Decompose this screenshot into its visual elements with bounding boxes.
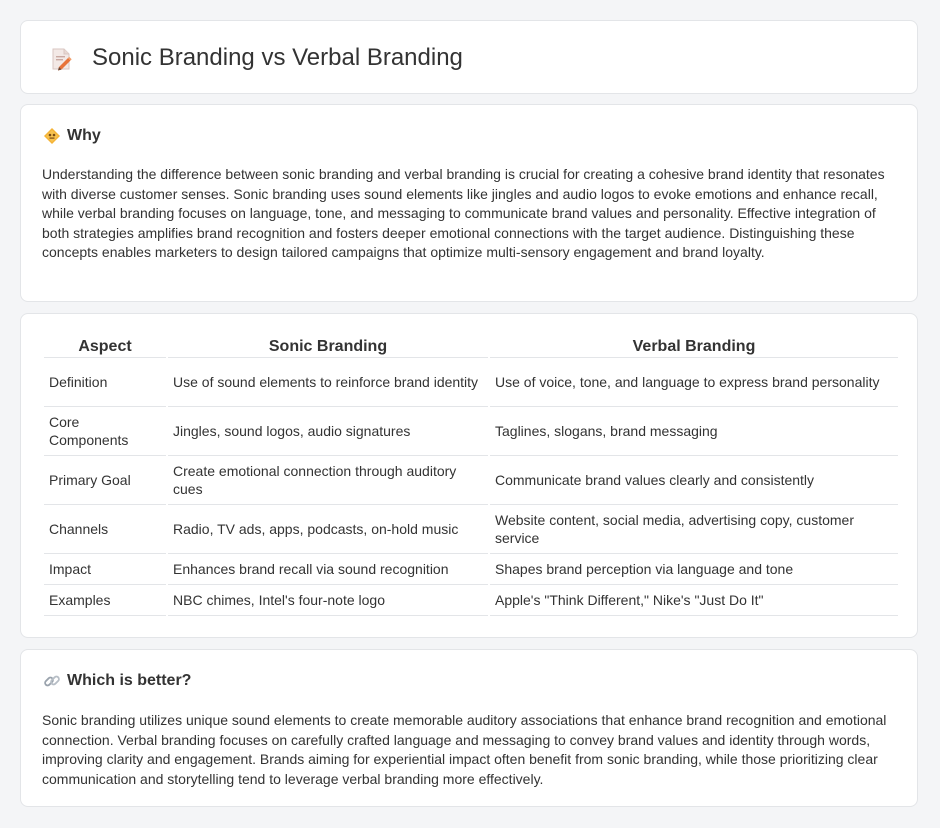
row-aspect-cell: Examples: [44, 585, 166, 616]
why-heading: Why: [67, 127, 101, 144]
row-aspect-cell: Core Components: [44, 407, 166, 456]
row-verbal-cell: Shapes brand perception via language and tone: [490, 554, 898, 585]
why-section: [20, 104, 918, 302]
row-sonic-cell: Enhances brand recall via sound recognition: [168, 554, 488, 585]
row-verbal-cell: Use of voice, tone, and language to express brand personality: [490, 358, 898, 407]
column-header-verbal: Verbal Branding: [490, 334, 898, 358]
header-card: [20, 20, 918, 94]
row-aspect-cell: Primary Goal: [44, 456, 166, 505]
table-row: [44, 358, 898, 407]
link-icon: [43, 672, 61, 690]
row-sonic-cell: Use of sound elements to reinforce brand identity: [168, 358, 488, 407]
why-paragraph: Understanding the difference between sonic branding and verbal branding is crucial for creating a cohesive brand identity that resonates with diverse customer senses. Sonic branding uses sound elements like jingles and audio logos to evoke emotions and enhance recall, while verbal branding focuses on language, tone, and messaging to communicate brand values and personality. Effective integration of both strategies amplifies brand recognition and fosters deeper emotional connections with the target audience. Distinguishing these concepts enables marketers to design tailored campaigns that optimize multi-sensory engagement and brand loyalty.: [42, 166, 885, 261]
row-sonic-cell: NBC chimes, Intel's four-note logo: [168, 585, 488, 616]
row-verbal-cell: Taglines, slogans, brand messaging: [490, 407, 898, 456]
row-sonic-cell: Radio, TV ads, apps, podcasts, on-hold music: [168, 505, 488, 554]
comparison-table: [42, 334, 900, 616]
column-header-sonic: Sonic Branding: [168, 334, 488, 358]
which-is-better-heading: Which is better?: [67, 672, 192, 689]
which-is-better-paragraph: Sonic branding utilizes unique sound elements to create memorable auditory associations that enhance brand recognition and emotional connection. Verbal branding focuses on carefully crafted language and messaging to convey brand values and identity through words, improving clarity and engagement. Brands aiming for experiential impact often benefit from sonic branding, while those prioritizing clear communication and storytelling tend to leverage verbal branding more effectively.: [42, 712, 887, 787]
which-is-better-section: [20, 649, 918, 807]
comparison-section: [20, 313, 918, 638]
row-verbal-cell: Communicate brand values clearly and consistently: [490, 456, 898, 505]
row-aspect-cell: Impact: [44, 554, 166, 585]
row-verbal-cell: Website content, social media, advertising copy, customer service: [490, 505, 898, 554]
row-sonic-cell: Create emotional connection through auditory cues: [168, 456, 488, 505]
document-pencil-icon: [48, 46, 74, 72]
diamond-warning-icon: [43, 127, 61, 145]
table-header-row: [44, 334, 898, 358]
table-row: [44, 456, 898, 505]
column-header-aspect: Aspect: [44, 334, 166, 358]
table-row: [44, 505, 898, 554]
table-row: [44, 407, 898, 456]
row-verbal-cell: Apple's "Think Different," Nike's "Just Do It": [490, 585, 898, 616]
row-aspect-cell: Channels: [44, 505, 166, 554]
table-row: [44, 554, 898, 585]
row-sonic-cell: Jingles, sound logos, audio signatures: [168, 407, 488, 456]
page-title: Sonic Branding vs Verbal Branding: [92, 44, 463, 71]
table-row: [44, 585, 898, 616]
row-aspect-cell: Definition: [44, 358, 166, 407]
